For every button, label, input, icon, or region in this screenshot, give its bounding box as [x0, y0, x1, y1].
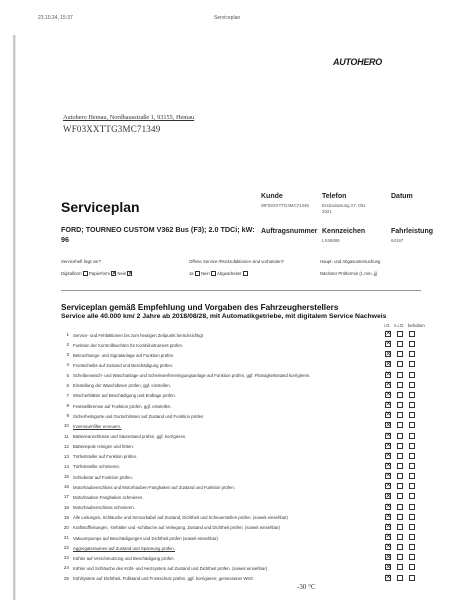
- nio-checkbox[interactable]: [397, 453, 403, 459]
- row-text: Feststellbremse auf Funktion prüfen, ggf. einstellen.: [73, 403, 172, 409]
- checklist-row: [61, 554, 421, 564]
- fahrleistung-value: 64197: [391, 238, 404, 243]
- behoben-checkbox[interactable]: [409, 382, 415, 388]
- io-checkbox[interactable]: [385, 524, 391, 530]
- row-number: 13: [63, 453, 69, 459]
- io-checkbox[interactable]: [385, 504, 391, 510]
- behoben-checkbox[interactable]: [409, 544, 415, 550]
- checklist-row: [61, 402, 421, 412]
- nio-checkbox[interactable]: [397, 564, 403, 570]
- io-checkbox[interactable]: [385, 463, 391, 469]
- io-checkbox[interactable]: [385, 422, 391, 428]
- nio-checkbox[interactable]: [397, 412, 403, 418]
- pruef-value: (t..mm..jj): [359, 271, 378, 276]
- nio-checkbox[interactable]: [397, 422, 403, 428]
- papierform-checkbox[interactable]: [111, 271, 116, 276]
- autohero-logo: AUTOHERO: [333, 57, 382, 67]
- row-text: Kühler auf Verschmutzung und Beschädigung prüfen.: [73, 555, 175, 561]
- section-subtitle: Service alle 40.000 km/ 2 Jahre ab 2018/08/28, mit Automatikgetriebe, mit digitalem Service Nachweis: [61, 313, 387, 320]
- row-number: 17: [63, 494, 69, 500]
- row-text: Funktion der Kontrollleuchten für Kombiinstrument prüfen.: [73, 342, 184, 348]
- row-number: 24: [63, 565, 69, 571]
- row-text: Frontscheibe auf Zustand und Beschädigung prüfen.: [73, 362, 174, 368]
- io-checkbox[interactable]: [385, 412, 391, 418]
- row-text: Kraftstoffleitungen, -behälter und -schläuche auf Verlegung, Zustand und Dichtheit prüfen. (soweit einsehbar): [73, 525, 281, 531]
- vin-handwritten: WF03XXTTG3MC71349: [63, 124, 161, 134]
- io-checkbox[interactable]: [385, 433, 391, 439]
- offene-aktionen-label: Offene Service-/Rückrufaktionen sind vorhanden?: [189, 259, 284, 264]
- datum-label: Datum: [391, 193, 413, 200]
- nio-checkbox[interactable]: [397, 361, 403, 367]
- row-text: Türfeststeller schmieren.: [73, 464, 121, 470]
- behoben-checkbox[interactable]: [409, 534, 415, 540]
- row-text: Motorhauben-Fanghaken schmieren.: [73, 494, 144, 500]
- nio-checkbox[interactable]: [397, 443, 403, 449]
- row-number: 15: [63, 474, 69, 480]
- behoben-checkbox[interactable]: [409, 392, 415, 398]
- nio-checkbox[interactable]: [397, 473, 403, 479]
- behoben-checkbox[interactable]: [409, 473, 415, 479]
- checklist-row: [61, 412, 421, 422]
- behoben-checkbox[interactable]: [409, 524, 415, 530]
- behoben-checkbox[interactable]: [409, 575, 415, 581]
- checklist-row: [61, 504, 421, 514]
- checklist-row: [61, 483, 421, 493]
- behoben-checkbox[interactable]: [409, 504, 415, 510]
- col-io-header: i.O.: [384, 323, 391, 328]
- io-checkbox[interactable]: [385, 564, 391, 570]
- checklist-row: [61, 524, 421, 534]
- telefon-value: Erstzulassung 27. Okt. 2021: [322, 203, 367, 214]
- vehicle-model: FORD; TOURNEO CUSTOM V362 Bus (F3); 2.0 TDCi; kW: 96: [61, 225, 255, 244]
- checklist-row: [61, 361, 421, 371]
- io-checkbox[interactable]: [385, 554, 391, 560]
- row-text: Türfeststeller auf Funktion prüfen.: [73, 454, 138, 460]
- row-text: Service- und Fehlaktionen bis zum heutigen Zeitpunkt berücksichtigt: [73, 332, 203, 338]
- row-text: Alle Leitungen, Schläuche und Sensorkabel auf Zustand, Dichtheit und Scheuerstellen prüfen. (soweit einsehbar): [73, 515, 288, 521]
- nein-label: Nein: [117, 271, 127, 276]
- row-text: Schiebetür auf Funktion prüfen.: [73, 474, 133, 480]
- row-number: 12: [63, 443, 69, 449]
- row-number: 21: [63, 535, 69, 540]
- row-text: Motorhaubenschloss schmieren.: [73, 505, 135, 511]
- checklist-row: [61, 493, 421, 503]
- nio-checkbox[interactable]: [397, 504, 403, 510]
- row-text: Innenraumfilter erneuern.: [73, 423, 122, 429]
- ja-label: Ja: [189, 271, 194, 276]
- row-text: Aggregateraumen auf Zustand und Spannung prüfen.: [73, 545, 176, 551]
- kennzeichen-value: LX46889: [322, 238, 340, 243]
- abgearbeitet-label: Abgearbeitet: [216, 271, 242, 276]
- ja-checkbox[interactable]: [195, 271, 200, 276]
- checklist-row: [61, 564, 421, 574]
- behoben-checkbox[interactable]: [409, 443, 415, 449]
- checklist-row: [61, 473, 421, 483]
- behoben-checkbox[interactable]: [409, 331, 415, 337]
- row-text: Batterieanschlüsse und Säurestand prüfen, ggf. korrigieren.: [73, 434, 187, 439]
- checklist-row: [61, 433, 421, 443]
- behoben-checkbox[interactable]: [409, 514, 415, 520]
- nein2-label: Nein: [200, 271, 210, 276]
- io-checkbox[interactable]: [385, 443, 391, 449]
- pruef-label: Nächster Prüftermin: [320, 271, 359, 276]
- checklist-row: [61, 341, 421, 351]
- row-number: 11: [64, 433, 69, 439]
- io-checkbox[interactable]: [385, 372, 391, 378]
- nio-checkbox[interactable]: [397, 524, 403, 530]
- io-checkbox[interactable]: [385, 382, 391, 388]
- behoben-checkbox[interactable]: [409, 351, 415, 357]
- io-checkbox[interactable]: [385, 392, 391, 398]
- kunde-value: WF03XXTTG3MC71349: [261, 203, 309, 208]
- row-text: Batteriepole reinigen und fetten.: [73, 444, 134, 450]
- auftrag-label: Auftragsnummer: [261, 228, 318, 235]
- pruef-line: [320, 271, 377, 276]
- checklist-row: [61, 372, 421, 382]
- nio-checkbox[interactable]: [397, 483, 403, 489]
- nein2-checkbox[interactable]: [211, 271, 216, 276]
- behoben-checkbox[interactable]: [409, 564, 415, 570]
- nio-checkbox[interactable]: [397, 382, 403, 388]
- row-number: 18: [63, 504, 69, 510]
- nio-checkbox[interactable]: [397, 341, 403, 347]
- nio-checkbox[interactable]: [397, 392, 403, 398]
- io-checkbox[interactable]: [385, 402, 391, 408]
- row-number: 5: [66, 372, 69, 378]
- checklist-row: [61, 575, 421, 585]
- abgearbeitet-checkbox[interactable]: [243, 271, 248, 276]
- io-checkbox[interactable]: [385, 534, 391, 540]
- row-number: 6: [66, 382, 69, 388]
- row-number: 7: [66, 392, 69, 398]
- row-number: 10: [63, 423, 69, 429]
- io-checkbox[interactable]: [385, 575, 391, 581]
- row-number: 8: [66, 403, 69, 409]
- nio-checkbox[interactable]: [397, 554, 403, 560]
- fahrleistung-label: Fahrleistung: [391, 228, 434, 235]
- nio-checkbox[interactable]: [397, 493, 403, 499]
- io-checkbox[interactable]: [385, 514, 391, 520]
- io-checkbox[interactable]: [385, 361, 391, 367]
- row-number: 22: [63, 545, 69, 551]
- offene-aktionen-options: [189, 271, 248, 276]
- behoben-checkbox[interactable]: [409, 402, 415, 408]
- checklist-row: [61, 544, 421, 554]
- row-number: 9: [66, 413, 69, 419]
- behoben-checkbox[interactable]: [409, 341, 415, 347]
- checklist-row: [61, 443, 421, 453]
- checklist-row: [61, 534, 421, 544]
- behoben-checkbox[interactable]: [409, 493, 415, 499]
- nio-checkbox[interactable]: [397, 534, 403, 540]
- row-text: Beleuchtungs- und Signalanlage auf Funktion prüfen.: [73, 352, 175, 358]
- row-number: 3: [66, 352, 69, 358]
- row-text: Kühler und Schläuche des Kühl- und Heizsystem auf Zustand und Dichtheit prüfen. (soweit einsehbar): [73, 565, 268, 571]
- io-checkbox[interactable]: [385, 331, 391, 337]
- item25-handwritten-value: -30 °C: [297, 583, 316, 591]
- behoben-checkbox[interactable]: [409, 463, 415, 469]
- nio-checkbox[interactable]: [397, 402, 403, 408]
- kunde-label: Kunde: [261, 193, 283, 200]
- checklist-row: [61, 392, 421, 402]
- checklist-row: [61, 514, 421, 524]
- row-text: Vakuumpumpe auf Beschädigungen und Dichtheit prüfen (soweit einsehbar): [73, 535, 218, 541]
- behoben-checkbox[interactable]: [409, 554, 415, 560]
- nio-checkbox[interactable]: [397, 575, 403, 581]
- nio-checkbox[interactable]: [397, 351, 403, 357]
- row-number: 4: [66, 362, 69, 368]
- row-number: 19: [63, 514, 69, 520]
- row-text: Kühlsystem auf Dichtheit, Füllstand und Frostschutz prüfen, ggf. korrigieren; gemessener Wert:: [73, 576, 254, 582]
- row-number: 14: [63, 463, 69, 469]
- behoben-checkbox[interactable]: [409, 361, 415, 367]
- checklist-row: [61, 453, 421, 463]
- row-number: 16: [63, 484, 69, 490]
- print-title: Serviceplan: [214, 15, 241, 21]
- papierform-label: Papierform: [88, 271, 110, 276]
- behoben-checkbox[interactable]: [409, 433, 415, 439]
- row-number: 1: [66, 332, 69, 337]
- checklist-row: [61, 351, 421, 361]
- row-text: Motorhaubenschloss und Motorhauben-Fanghaken auf Zustand und Funktion prüfen.: [73, 484, 235, 490]
- io-checkbox[interactable]: [385, 483, 391, 489]
- io-checkbox[interactable]: [385, 351, 391, 357]
- row-text: Scheibenwisch- und Waschanlage und Scheinwerferreinigungsanlage auf Funktion prüfen, ggf. Flüssigkeitsstand korrigieren.: [73, 373, 311, 379]
- row-text: Einstellung der Waschdüsen prüfen, ggf. einstellen.: [73, 383, 171, 389]
- nio-checkbox[interactable]: [397, 514, 403, 520]
- row-text: Sicherheitsgurte und Gurtschlösser auf Zustand und Funktion prüfen: [73, 413, 204, 419]
- behoben-checkbox[interactable]: [409, 412, 415, 418]
- hu-label: Haupt- und Abgasuntersuchung: [320, 259, 381, 264]
- io-checkbox[interactable]: [385, 473, 391, 479]
- io-checkbox[interactable]: [385, 453, 391, 459]
- behoben-checkbox[interactable]: [409, 422, 415, 428]
- divider: [61, 290, 421, 291]
- digitalform-label: Digitalform: [61, 271, 82, 276]
- col-nio-header: n.i.O.: [394, 323, 405, 328]
- serviceheft-label: Serviceheft liegt vor?: [61, 259, 102, 264]
- scan-edge-shadow-light: [15, 35, 16, 600]
- kennzeichen-label: Kennzeichen: [322, 228, 366, 235]
- print-datetime: 23.10.24, 15:37: [38, 15, 73, 21]
- nio-checkbox[interactable]: [397, 331, 403, 337]
- col-behoben-header: behoben: [408, 323, 425, 328]
- checklist-row: [61, 422, 421, 432]
- io-checkbox[interactable]: [385, 544, 391, 550]
- behoben-checkbox[interactable]: [409, 453, 415, 459]
- io-checkbox[interactable]: [385, 341, 391, 347]
- checklist-row: [61, 463, 421, 473]
- io-checkbox[interactable]: [385, 493, 391, 499]
- section-title: Serviceplan gemäß Empfehlung und Vorgaben des Fahrzeugherstellers: [61, 303, 339, 312]
- row-number: 20: [63, 524, 69, 530]
- checklist-row: [61, 382, 421, 392]
- page-title: Serviceplan: [61, 199, 140, 215]
- row-number: 23: [63, 555, 69, 561]
- dealer-address: Autohero Hemau, Nordhausstraße 1, 93155, Hemau: [63, 114, 195, 121]
- nio-checkbox[interactable]: [397, 372, 403, 378]
- telefon-label: Telefon: [322, 193, 347, 200]
- behoben-checkbox[interactable]: [409, 372, 415, 378]
- nio-checkbox[interactable]: [397, 463, 403, 469]
- nein-checkbox[interactable]: [127, 271, 132, 276]
- nio-checkbox[interactable]: [397, 433, 403, 439]
- nio-checkbox[interactable]: [397, 544, 403, 550]
- row-number: 25: [63, 575, 69, 581]
- row-number: 2: [66, 342, 69, 348]
- row-text: Wischerblätter auf Beschädigung und Endlage prüfen.: [73, 393, 176, 399]
- serviceheft-options: [61, 271, 132, 276]
- checklist-row: [61, 331, 421, 341]
- behoben-checkbox[interactable]: [409, 483, 415, 489]
- digitalform-checkbox[interactable]: [83, 271, 88, 276]
